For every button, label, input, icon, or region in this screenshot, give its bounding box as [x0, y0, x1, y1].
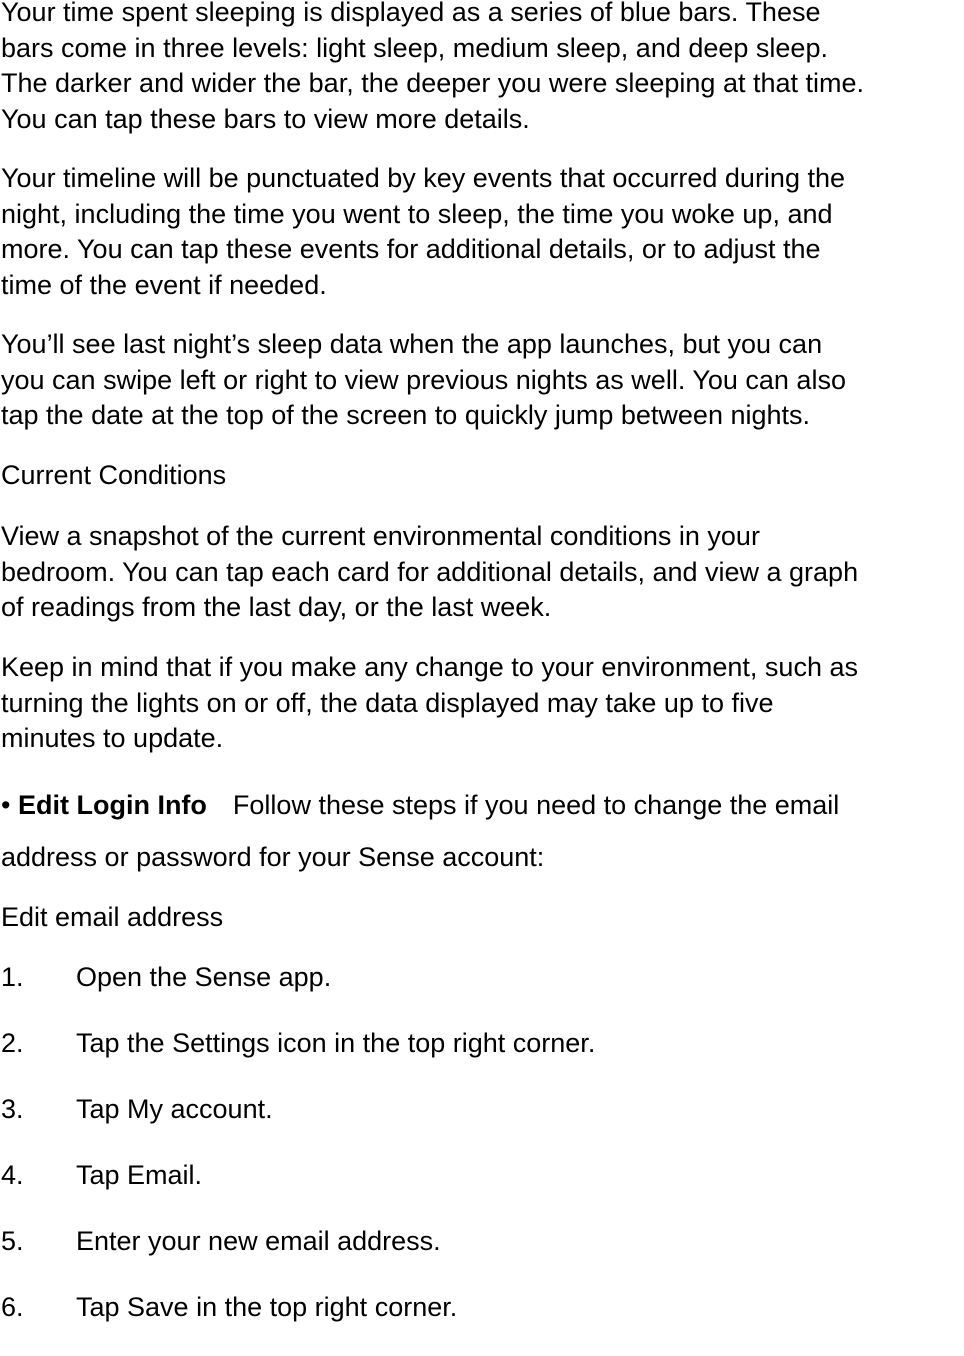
step-number: 3. — [1, 1094, 24, 1124]
step-text: Tap Email. — [76, 1160, 203, 1190]
step-item — [1, 1158, 964, 1224]
nights-paragraph: You’ll see last night’s sleep data when the app launches, but you can you can swipe left or right to view previous nights as well. You can also tap the date at the top of the screen to quickly jump between nights. — [1, 329, 846, 430]
step-number: 6. — [1, 1292, 24, 1322]
step-number: 4. — [1, 1160, 24, 1190]
conditions-paragraph: View a snapshot of the current environmental conditions in your bedroom. You can tap each card for additional details, and view a graph of readings from the last day, or the last week. — [1, 521, 859, 622]
step-number: 2. — [1, 1028, 24, 1058]
step-text: Enter your new email address. — [76, 1226, 441, 1256]
edit-login-intro: Follow these steps if you need to change the email — [232, 790, 840, 820]
step-number: 5. — [1, 1226, 24, 1256]
edit-login-header — [1, 788, 964, 823]
step-item — [1, 960, 964, 1026]
step-text: Tap My account. — [76, 1094, 273, 1124]
current-conditions-heading: Current Conditions — [1, 460, 227, 490]
edit-login-title: Edit Login Info — [17, 790, 207, 820]
sleep-bars-paragraph: Your time spent sleeping is displayed as a series of blue bars. These bars come in three levels: light sleep, medium sleep, and deep sleep. The darker and wider the bar, the deeper you were sleeping at that time. You can tap these bars to view more details. — [1, 0, 865, 134]
step-number: 1. — [1, 962, 24, 992]
step-text: Open the Sense app. — [76, 962, 332, 992]
edit-email-subheading: Edit email address — [1, 902, 224, 932]
step-item — [1, 1026, 964, 1092]
step-text: Tap the Settings icon in the top right corner. — [76, 1028, 596, 1058]
step-item — [1, 1092, 964, 1158]
edit-login-intro-continued: address or password for your Sense account: — [1, 842, 545, 872]
step-text: Tap Save in the top right corner. — [76, 1292, 458, 1322]
timeline-paragraph: Your timeline will be punctuated by key events that occurred during the night, including the time you went to sleep, the time you woke up, and more. You can tap these events for additional details, or to adjust the time of the event if needed. — [1, 163, 846, 300]
edit-email-steps — [1, 960, 964, 1356]
bullet: • — [1, 790, 11, 820]
step-item — [1, 1290, 964, 1356]
step-item — [1, 1224, 964, 1290]
keep-in-mind-paragraph: Keep in mind that if you make any change to your environment, such as turning the lights on or off, the data displayed may take up to five minutes to update. — [1, 652, 858, 753]
